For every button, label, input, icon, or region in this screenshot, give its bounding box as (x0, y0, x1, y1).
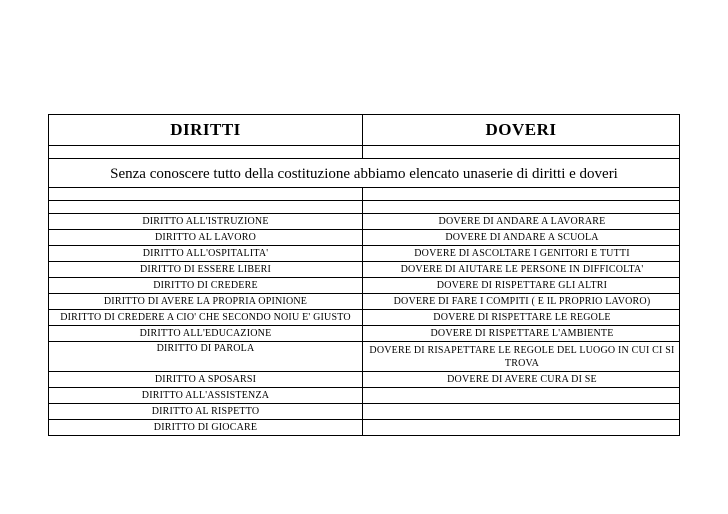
dovere-cell[interactable]: DOVERE DI ANDARE A LAVORARE (363, 214, 680, 230)
diritto-cell[interactable]: DIRITTO DI PAROLA (49, 342, 363, 372)
table-row (49, 246, 680, 262)
dovere-cell[interactable]: DOVERE DI AIUTARE LE PERSONE IN DIFFICOLTA' (363, 262, 680, 278)
table-row (49, 214, 680, 230)
table-row (49, 388, 680, 404)
dovere-cell[interactable] (363, 420, 680, 436)
intro-text[interactable]: Senza conoscere tutto della costituzione abbiamo elencato unaserie di diritti e doveri (49, 159, 680, 188)
table-row (49, 420, 680, 436)
table-row (49, 278, 680, 294)
dovere-cell[interactable]: DOVERE DI RISPETTARE LE REGOLE (363, 310, 680, 326)
diritto-cell[interactable]: DIRITTO ALL'EDUCAZIONE (49, 326, 363, 342)
empty-cell[interactable] (363, 188, 680, 201)
diritto-cell[interactable]: DIRITTO DI GIOCARE (49, 420, 363, 436)
table-row (49, 404, 680, 420)
diritto-cell[interactable]: DIRITTO DI CREDERE A CIO' CHE SECONDO NOIU E' GIUSTO (49, 310, 363, 326)
empty-row (49, 188, 680, 201)
table-row (49, 294, 680, 310)
empty-cell[interactable] (49, 201, 363, 214)
dovere-cell[interactable]: DOVERE DI AVERE CURA DI SE (363, 372, 680, 388)
dovere-cell[interactable]: DOVERE DI ASCOLTARE I GENITORI E TUTTI (363, 246, 680, 262)
diritto-cell[interactable]: DIRITTO ALL'ASSISTENZA (49, 388, 363, 404)
intro-row (49, 159, 680, 188)
diritto-cell[interactable]: DIRITTO AL LAVORO (49, 230, 363, 246)
dovere-cell[interactable]: DOVERE DI RISPETTARE GLI ALTRI (363, 278, 680, 294)
diritto-cell[interactable]: DIRITTO DI AVERE LA PROPRIA OPINIONE (49, 294, 363, 310)
diritto-cell[interactable]: DIRITTO ALL'ISTRUZIONE (49, 214, 363, 230)
diritto-cell[interactable]: DIRITTO DI CREDERE (49, 278, 363, 294)
empty-cell[interactable] (363, 146, 680, 159)
empty-cell[interactable] (49, 146, 363, 159)
header-diritti[interactable]: DIRITTI (49, 115, 363, 146)
diritto-cell[interactable]: DIRITTO A SPOSARSI (49, 372, 363, 388)
table-row (49, 310, 680, 326)
empty-cell[interactable] (49, 188, 363, 201)
dovere-cell[interactable] (363, 388, 680, 404)
dovere-cell[interactable]: DOVERE DI ANDARE A SCUOLA (363, 230, 680, 246)
diritto-cell[interactable]: DIRITTO DI ESSERE LIBERI (49, 262, 363, 278)
dovere-cell[interactable]: DOVERE DI RISPETTARE L'AMBIENTE (363, 326, 680, 342)
diritto-cell[interactable]: DIRITTO AL RISPETTO (49, 404, 363, 420)
header-doveri[interactable]: DOVERI (363, 115, 680, 146)
diritto-cell[interactable]: DIRITTO ALL'OSPITALITA' (49, 246, 363, 262)
dovere-cell[interactable]: DOVERE DI FARE I COMPITI ( E IL PROPRIO LAVORO) (363, 294, 680, 310)
table-row (49, 326, 680, 342)
empty-cell[interactable] (363, 201, 680, 214)
rights-duties-table (48, 114, 680, 436)
empty-row (49, 146, 680, 159)
dovere-cell[interactable]: DOVERE DI RISAPETTARE LE REGOLE DEL LUOGO IN CUI CI SI TROVA (363, 342, 680, 372)
dovere-cell[interactable] (363, 404, 680, 420)
table-row (49, 372, 680, 388)
empty-row (49, 201, 680, 214)
table-row (49, 262, 680, 278)
header-row (49, 115, 680, 146)
table-row (49, 230, 680, 246)
table-row (49, 342, 680, 372)
